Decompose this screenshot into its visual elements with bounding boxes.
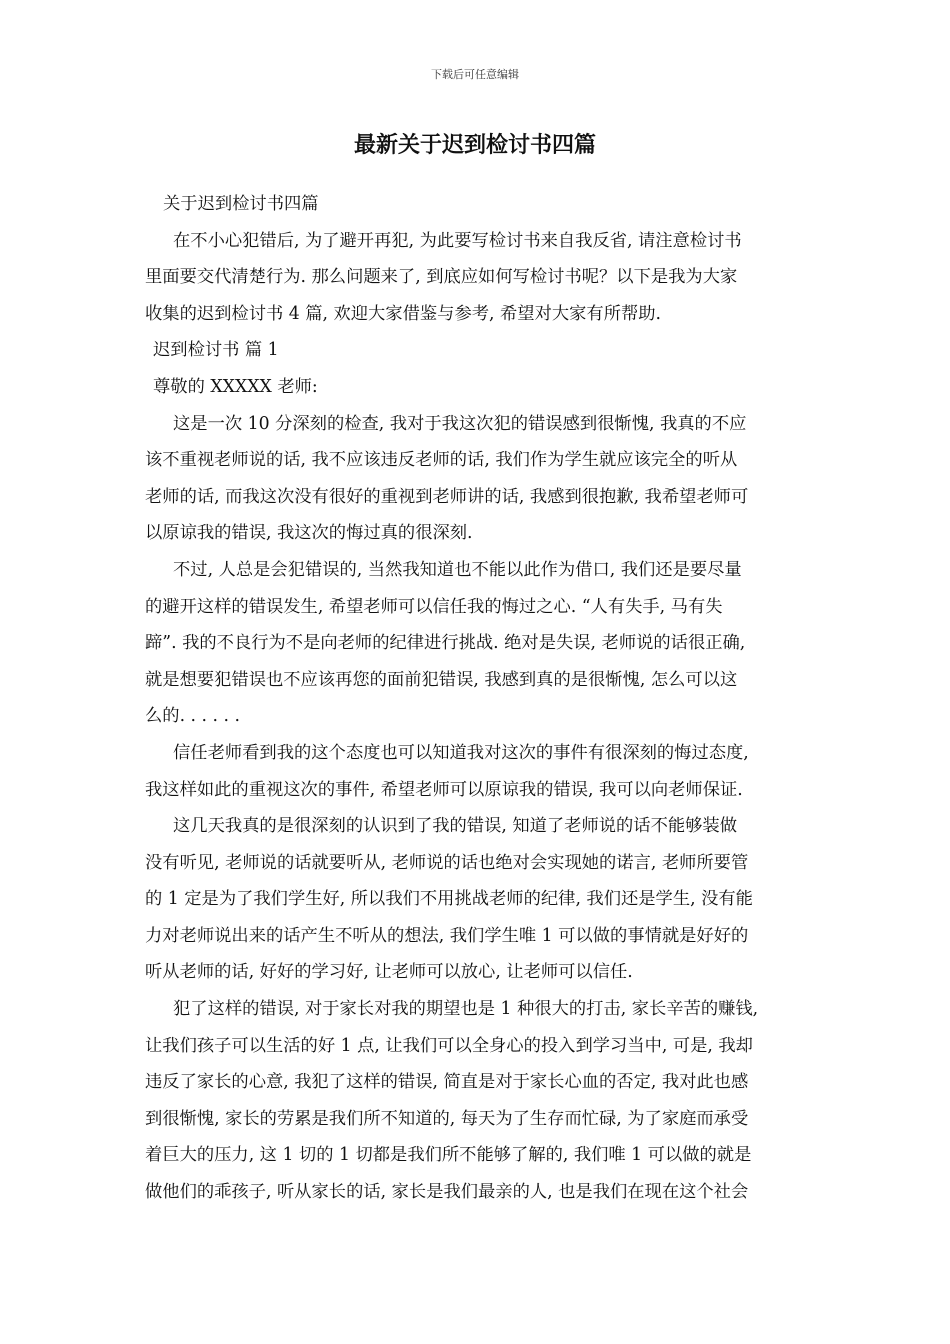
text-line: 尊敬的 XXXXX 老师: bbox=[153, 376, 318, 397]
text-line: 老师的话, 而我这次没有很好的重视到老师讲的话, 我感到很抱歉, 我希望老师可 bbox=[145, 486, 749, 507]
text-line: 着巨大的压力, 这 1 切的 1 切都是我们所不能够了解的, 我们唯 1 可以做的就是 bbox=[145, 1145, 752, 1166]
text-line: 收集的迟到检讨书 4 篇, 欢迎大家借鉴与参考, 希望对大家有所帮助. bbox=[145, 303, 662, 324]
text-line: 里面要交代清楚行为. 那么问题来了, 到底应如何写检讨书呢？以下是我为大家 bbox=[145, 267, 738, 288]
document-body bbox=[145, 186, 817, 1211]
text-line: 我这样如此的重视这次的事件, 希望老师可以原谅我的错误, 我可以向老师保证. bbox=[145, 779, 743, 800]
text-line: 犯了这样的错误, 对于家长对我的期望也是 1 种很大的打击, 家长辛苦的赚钱, bbox=[173, 999, 759, 1020]
text-line: 没有听见, 老师说的话就要听从, 老师说的话也绝对会实现她的诺言, 老师所要管 bbox=[145, 852, 749, 873]
text-line: 么的. . . . . . bbox=[145, 706, 240, 727]
text-line: 以原谅我的错误, 我这次的悔过真的很深刻. bbox=[145, 523, 473, 544]
text-line: 不过, 人总是会犯错误的, 当然我知道也不能以此作为借口, 我们还是要尽量 bbox=[173, 559, 742, 580]
text-line: 做他们的乖孩子, 听从家长的话, 家长是我们最亲的人, 也是我们在现在这个社会 bbox=[145, 1182, 749, 1203]
header-note: 下载后可任意编辑 bbox=[431, 68, 519, 81]
text-line: 这是一次 10 分深刻的检查, 我对于我这次犯的错误感到很惭愧, 我真的不应 bbox=[173, 413, 747, 434]
text-line: 该不重视老师说的话, 我不应该违反老师的话, 我们作为学生就应该完全的听从 bbox=[145, 450, 738, 471]
text-line: 的 1 定是为了我们学生好, 所以我们不用挑战老师的纪律, 我们还是学生, 没有能 bbox=[145, 889, 753, 910]
text-line: 的避开这样的错误发生, 希望老师可以信任我的悔过之心. “人有失手, 马有失 bbox=[145, 596, 723, 617]
text-line: 这几天我真的是很深刻的认识到了我的错误, 知道了老师说的话不能够装做 bbox=[173, 816, 737, 837]
text-line: 迟到检讨书 篇 1 bbox=[153, 340, 279, 361]
text-line: 让我们孩子可以生活的好 1 点, 让我们可以全身心的投入到学习当中, 可是, 我却 bbox=[145, 1035, 753, 1056]
text-line: 关于迟到检讨书四篇 bbox=[163, 194, 319, 214]
text-line: 到很惭愧, 家长的劳累是我们所不知道的, 每天为了生存而忙碌, 为了家庭而承受 bbox=[145, 1108, 749, 1129]
text-line: 力对老师说出来的话产生不听从的想法, 我们学生唯 1 可以做的事情就是好好的 bbox=[145, 925, 749, 946]
text-line: 违反了家长的心意, 我犯了这样的错误, 简直是对于家长心血的否定, 我对此也感 bbox=[145, 1072, 749, 1093]
text-line: 在不小心犯错后, 为了避开再犯, 为此要写检讨书来自我反省, 请注意检讨书 bbox=[173, 230, 742, 251]
text-line: 蹄”. 我的不良行为不是向老师的纪律进行挑战. 绝对是失误, 老师说的话很正确, bbox=[145, 633, 746, 654]
text-line: 听从老师的话, 好好的学习好, 让老师可以放心, 让老师可以信任. bbox=[145, 962, 633, 983]
text-line: 信任老师看到我的这个态度也可以知道我对这次的事件有很深刻的悔过态度, bbox=[173, 742, 749, 763]
text-line: 就是想要犯错误也不应该再您的面前犯错误, 我感到真的是很惭愧, 怎么可以这 bbox=[145, 669, 738, 690]
document-title: 最新关于迟到检讨书四篇 bbox=[353, 132, 596, 158]
